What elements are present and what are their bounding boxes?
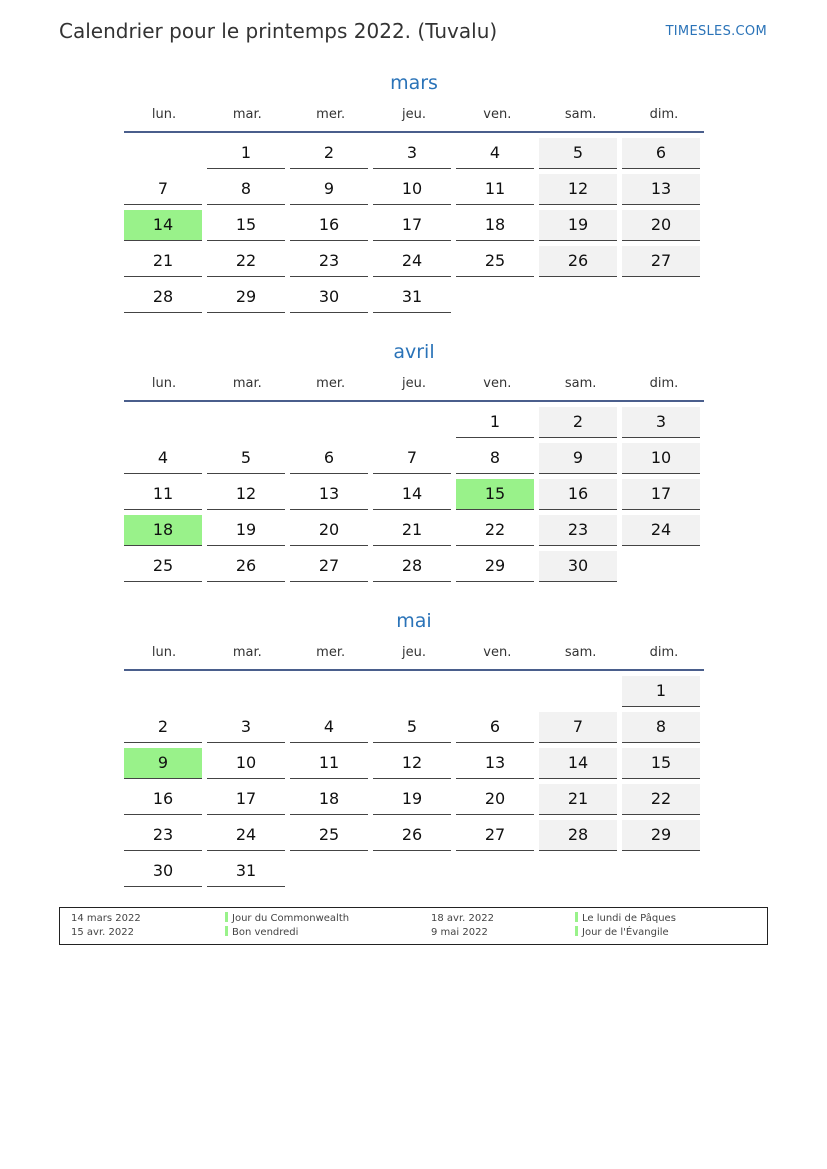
day-cell: 1 bbox=[207, 138, 285, 169]
legend-row bbox=[60, 912, 767, 925]
day-cell: 18 bbox=[290, 784, 368, 815]
day-cell: 28 bbox=[124, 282, 202, 313]
day-cell: 12 bbox=[539, 174, 617, 205]
empty-cell bbox=[622, 551, 700, 581]
holiday-day-cell: 9 bbox=[124, 748, 202, 779]
day-cell: 4 bbox=[124, 443, 202, 474]
day-cell: 5 bbox=[539, 138, 617, 169]
holiday-marker-icon bbox=[575, 912, 578, 922]
day-cell: 3 bbox=[622, 407, 700, 438]
holiday-marker-icon bbox=[225, 926, 228, 936]
day-cell: 17 bbox=[622, 479, 700, 510]
empty-cell bbox=[456, 282, 534, 312]
day-cell: 4 bbox=[290, 712, 368, 743]
day-cell: 9 bbox=[539, 443, 617, 474]
weekday-label: lun. bbox=[151, 107, 177, 122]
day-cell: 10 bbox=[373, 174, 451, 205]
day-cell: 8 bbox=[622, 712, 700, 743]
day-cell: 24 bbox=[622, 515, 700, 546]
weekday-label: sam. bbox=[564, 645, 597, 660]
weekday-label: sam. bbox=[564, 107, 597, 122]
day-cell: 22 bbox=[622, 784, 700, 815]
day-cell: 17 bbox=[207, 784, 285, 815]
day-cell: 19 bbox=[539, 210, 617, 241]
day-cell: 27 bbox=[456, 820, 534, 851]
weekday-label: jeu. bbox=[401, 376, 426, 391]
day-cell: 16 bbox=[290, 210, 368, 241]
empty-cell bbox=[622, 856, 700, 886]
day-cell: 10 bbox=[622, 443, 700, 474]
day-cell: 30 bbox=[290, 282, 368, 313]
day-cell: 20 bbox=[290, 515, 368, 546]
day-grid bbox=[124, 138, 704, 313]
brand-link[interactable]: TIMESLES.COM bbox=[665, 24, 767, 39]
empty-cell bbox=[124, 138, 202, 168]
day-cell: 21 bbox=[373, 515, 451, 546]
weekday-label: mar. bbox=[232, 645, 262, 660]
empty-cell bbox=[622, 282, 700, 312]
legend-date: 15 avr. 2022 bbox=[71, 927, 134, 938]
empty-cell bbox=[373, 407, 451, 437]
day-cell: 14 bbox=[373, 479, 451, 510]
day-cell: 16 bbox=[124, 784, 202, 815]
legend-holiday: Le lundi de Pâques bbox=[575, 912, 676, 925]
day-cell: 5 bbox=[373, 712, 451, 743]
day-cell: 3 bbox=[207, 712, 285, 743]
day-cell: 11 bbox=[124, 479, 202, 510]
day-grid bbox=[124, 676, 704, 887]
empty-cell bbox=[539, 856, 617, 886]
weekday-label: mer. bbox=[316, 107, 346, 122]
day-cell: 24 bbox=[207, 820, 285, 851]
weekday-label: mer. bbox=[316, 645, 346, 660]
empty-cell bbox=[290, 676, 368, 706]
holiday-day-cell: 18 bbox=[124, 515, 202, 546]
empty-cell bbox=[207, 407, 285, 437]
day-cell: 7 bbox=[539, 712, 617, 743]
legend-row bbox=[60, 926, 767, 939]
empty-cell bbox=[539, 282, 617, 312]
weekday-label: mer. bbox=[316, 376, 346, 391]
day-cell: 3 bbox=[373, 138, 451, 169]
month-title: mai bbox=[396, 610, 432, 632]
day-cell: 29 bbox=[622, 820, 700, 851]
holiday-marker-icon bbox=[225, 912, 228, 922]
day-cell: 4 bbox=[456, 138, 534, 169]
holiday-marker-icon bbox=[575, 926, 578, 936]
legend-date: 14 mars 2022 bbox=[71, 913, 141, 924]
day-cell: 15 bbox=[207, 210, 285, 241]
day-cell: 20 bbox=[622, 210, 700, 241]
day-cell: 1 bbox=[622, 676, 700, 707]
weekday-label: dim. bbox=[649, 107, 679, 122]
weekday-label: dim. bbox=[649, 645, 679, 660]
day-cell: 6 bbox=[622, 138, 700, 169]
day-cell: 31 bbox=[373, 282, 451, 313]
day-cell: 26 bbox=[373, 820, 451, 851]
day-cell: 22 bbox=[456, 515, 534, 546]
weekday-header bbox=[124, 643, 704, 671]
day-cell: 31 bbox=[207, 856, 285, 887]
day-grid bbox=[124, 407, 704, 582]
day-cell: 26 bbox=[539, 246, 617, 277]
day-cell: 8 bbox=[456, 443, 534, 474]
day-cell: 16 bbox=[539, 479, 617, 510]
empty-cell bbox=[290, 407, 368, 437]
day-cell: 2 bbox=[290, 138, 368, 169]
empty-cell bbox=[373, 676, 451, 706]
day-cell: 12 bbox=[207, 479, 285, 510]
weekday-label: ven. bbox=[483, 376, 512, 391]
weekday-label: lun. bbox=[151, 376, 177, 391]
empty-cell bbox=[207, 676, 285, 706]
day-cell: 14 bbox=[539, 748, 617, 779]
weekday-label: dim. bbox=[649, 376, 679, 391]
day-cell: 13 bbox=[290, 479, 368, 510]
day-cell: 5 bbox=[207, 443, 285, 474]
legend-date: 9 mai 2022 bbox=[431, 927, 488, 938]
weekday-label: lun. bbox=[151, 645, 177, 660]
day-cell: 23 bbox=[124, 820, 202, 851]
weekday-label: jeu. bbox=[401, 645, 426, 660]
day-cell: 22 bbox=[207, 246, 285, 277]
day-cell: 25 bbox=[290, 820, 368, 851]
weekday-header bbox=[124, 105, 704, 133]
weekday-label: ven. bbox=[483, 107, 512, 122]
day-cell: 8 bbox=[207, 174, 285, 205]
empty-cell bbox=[124, 407, 202, 437]
legend-holiday: Jour de l'Évangile bbox=[575, 926, 669, 939]
legend-date: 18 avr. 2022 bbox=[431, 913, 494, 924]
day-cell: 27 bbox=[290, 551, 368, 582]
empty-cell bbox=[124, 676, 202, 706]
day-cell: 27 bbox=[622, 246, 700, 277]
holiday-day-cell: 15 bbox=[456, 479, 534, 510]
day-cell: 28 bbox=[373, 551, 451, 582]
weekday-label: ven. bbox=[483, 645, 512, 660]
day-cell: 25 bbox=[124, 551, 202, 582]
day-cell: 30 bbox=[539, 551, 617, 582]
day-cell: 13 bbox=[456, 748, 534, 779]
day-cell: 24 bbox=[373, 246, 451, 277]
weekday-label: mar. bbox=[232, 107, 262, 122]
day-cell: 10 bbox=[207, 748, 285, 779]
month-mars bbox=[124, 71, 704, 313]
day-cell: 6 bbox=[290, 443, 368, 474]
day-cell: 12 bbox=[373, 748, 451, 779]
day-cell: 19 bbox=[373, 784, 451, 815]
day-cell: 23 bbox=[290, 246, 368, 277]
empty-cell bbox=[373, 856, 451, 886]
page-title: Calendrier pour le printemps 2022. (Tuvalu) bbox=[59, 19, 498, 43]
weekday-header bbox=[124, 374, 704, 402]
legend-holiday: Bon vendredi bbox=[225, 926, 298, 939]
empty-cell bbox=[456, 856, 534, 886]
day-cell: 13 bbox=[622, 174, 700, 205]
day-cell: 2 bbox=[539, 407, 617, 438]
day-cell: 29 bbox=[456, 551, 534, 582]
day-cell: 25 bbox=[456, 246, 534, 277]
day-cell: 7 bbox=[124, 174, 202, 205]
day-cell: 23 bbox=[539, 515, 617, 546]
month-title: mars bbox=[390, 72, 438, 94]
weekday-label: jeu. bbox=[401, 107, 426, 122]
day-cell: 9 bbox=[290, 174, 368, 205]
month-title: avril bbox=[393, 341, 435, 363]
day-cell: 28 bbox=[539, 820, 617, 851]
day-cell: 20 bbox=[456, 784, 534, 815]
day-cell: 11 bbox=[456, 174, 534, 205]
empty-cell bbox=[290, 856, 368, 886]
day-cell: 18 bbox=[456, 210, 534, 241]
weekday-label: mar. bbox=[232, 376, 262, 391]
day-cell: 29 bbox=[207, 282, 285, 313]
day-cell: 26 bbox=[207, 551, 285, 582]
empty-cell bbox=[539, 676, 617, 706]
day-cell: 21 bbox=[124, 246, 202, 277]
empty-cell bbox=[456, 676, 534, 706]
month-avril bbox=[124, 340, 704, 582]
holiday-legend bbox=[59, 907, 768, 945]
holiday-day-cell: 14 bbox=[124, 210, 202, 241]
day-cell: 1 bbox=[456, 407, 534, 438]
day-cell: 11 bbox=[290, 748, 368, 779]
day-cell: 7 bbox=[373, 443, 451, 474]
weekday-label: sam. bbox=[564, 376, 597, 391]
day-cell: 2 bbox=[124, 712, 202, 743]
month-mai bbox=[124, 609, 704, 887]
day-cell: 19 bbox=[207, 515, 285, 546]
day-cell: 21 bbox=[539, 784, 617, 815]
day-cell: 15 bbox=[622, 748, 700, 779]
day-cell: 6 bbox=[456, 712, 534, 743]
legend-holiday: Jour du Commonwealth bbox=[225, 912, 349, 925]
day-cell: 17 bbox=[373, 210, 451, 241]
day-cell: 30 bbox=[124, 856, 202, 887]
